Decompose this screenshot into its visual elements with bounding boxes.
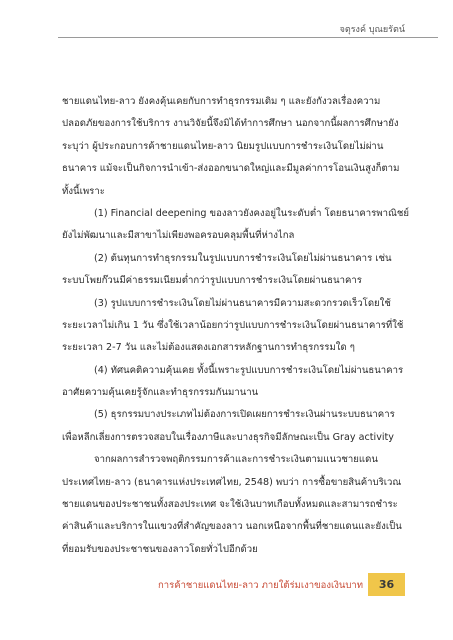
text-line: ระยะเวลาไม่เกิน 1 วัน ซึ่งใช้เวลาน้อยกว่ารูปแบบการชำระเงินโดยผ่านธนาคารที่ใช้ xyxy=(62,319,404,331)
body-text xyxy=(62,91,436,561)
text-line: อาศัยความคุ้นเคยรู้จักและทำธุรกรรมกันมานาน xyxy=(62,387,259,399)
text-line: เพื่อหลีกเลี่ยงการตรวจสอบในเรื่องภาษีและบางธุรกิจมีลักษณะเป็น Gray activity xyxy=(62,431,394,443)
text-line: ระยะเวลา 2-7 วัน และไม่ต้องแสดงเอกสารหลักฐานการทำธุรกรรมใด ๆ xyxy=(62,342,355,354)
running-header-author: จตุรงค์ บุณยรัตน์ xyxy=(339,25,405,35)
running-footer-title: การค้าชายแดนไทย-ลาว ภายใต้ร่มเงาของเงินบาท xyxy=(158,580,363,591)
text-line: ทั้งนี้เพราะ xyxy=(62,185,105,197)
text-line: ค่าสินค้าและบริการในแขวงที่สำคัญของลาว นอกเหนือจากพื้นที่ชายแดนและยังเป็น xyxy=(62,521,402,533)
text-line: จากผลการสำรวจพฤติกรรมการค้าและการชำระเงินตามแนวชายแดน xyxy=(94,454,378,466)
text-line: (4) ทัศนคติความคุ้นเคย ทั้งนี้เพราะรูปแบบการชำระเงินโดยไม่ผ่านธนาคาร xyxy=(94,364,404,376)
text-line: (3) รูปแบบการชำระเงินโดยไม่ผ่านธนาคารมีความสะดวกรวดเร็วโดยใช้ xyxy=(94,297,391,309)
text-line: ประเทศไทย-ลาว (ธนาคารแห่งประเทศไทย, 2548) พบว่า การซื้อขายสินค้าบริเวณ xyxy=(62,476,402,488)
text-line: ชายแดนไทย-ลาว ยังคงคุ้นเคยกับการทำธุรกรรมเดิม ๆ และยังกังวลเรื่องความ xyxy=(62,96,381,107)
text-line: ระบบโพยก๊วนมีค่าธรรมเนียมต่ำกว่ารูปแบบการชำระเงินโดยผ่านธนาคาร xyxy=(62,275,362,287)
text-line: ยังไม่พัฒนาและมีสาขาไม่เพียงพอครอบคลุมพื้นที่ห่างไกล xyxy=(62,230,295,242)
text-line: (5) ธุรกรรมบางประเภทไม่ต้องการเปิดเผยการชำระเงินผ่านระบบธนาคาร xyxy=(94,409,395,421)
page-number-badge: 36 xyxy=(368,573,405,596)
text-line: ชายแดนของประชาชนทั้งสองประเทศ จะใช้เงินบาทเกือบทั้งหมดและสามารถชำระ xyxy=(62,499,398,511)
text-line: ที่ยอมรับของประชาชนของลาวโดยทั่วไปอีกด้วย xyxy=(62,543,258,555)
text-line: (1) Financial deepening ของลาวยังคงอยู่ในระดับต่ำ โดยธนาคารพาณิชย์ xyxy=(94,207,410,219)
header-divider xyxy=(58,37,438,38)
text-line: (2) ต้นทุนการทำธุรกรรมในรูปแบบการชำระเงินโดยไม่ผ่านธนาคาร เช่น xyxy=(94,252,392,264)
text-line: ปลอดภัยของการใช้บริการ งานวิจัยนี้จึงมิได้ทำการศึกษา นอกจากนี้ผลการศึกษายัง xyxy=(62,118,399,130)
text-line: ระบุว่า ผู้ประกอบการค้าชายแดนไทย-ลาว นิยมรูปแบบการชำระเงินโดยไม่ผ่าน xyxy=(62,140,384,152)
text-line: ธนาคาร แม้จะเป็นกิจการนำเข้า-ส่งออกขนาดใหญ่และมีมูลค่าการโอนเงินสูงก็ตาม xyxy=(62,163,400,175)
